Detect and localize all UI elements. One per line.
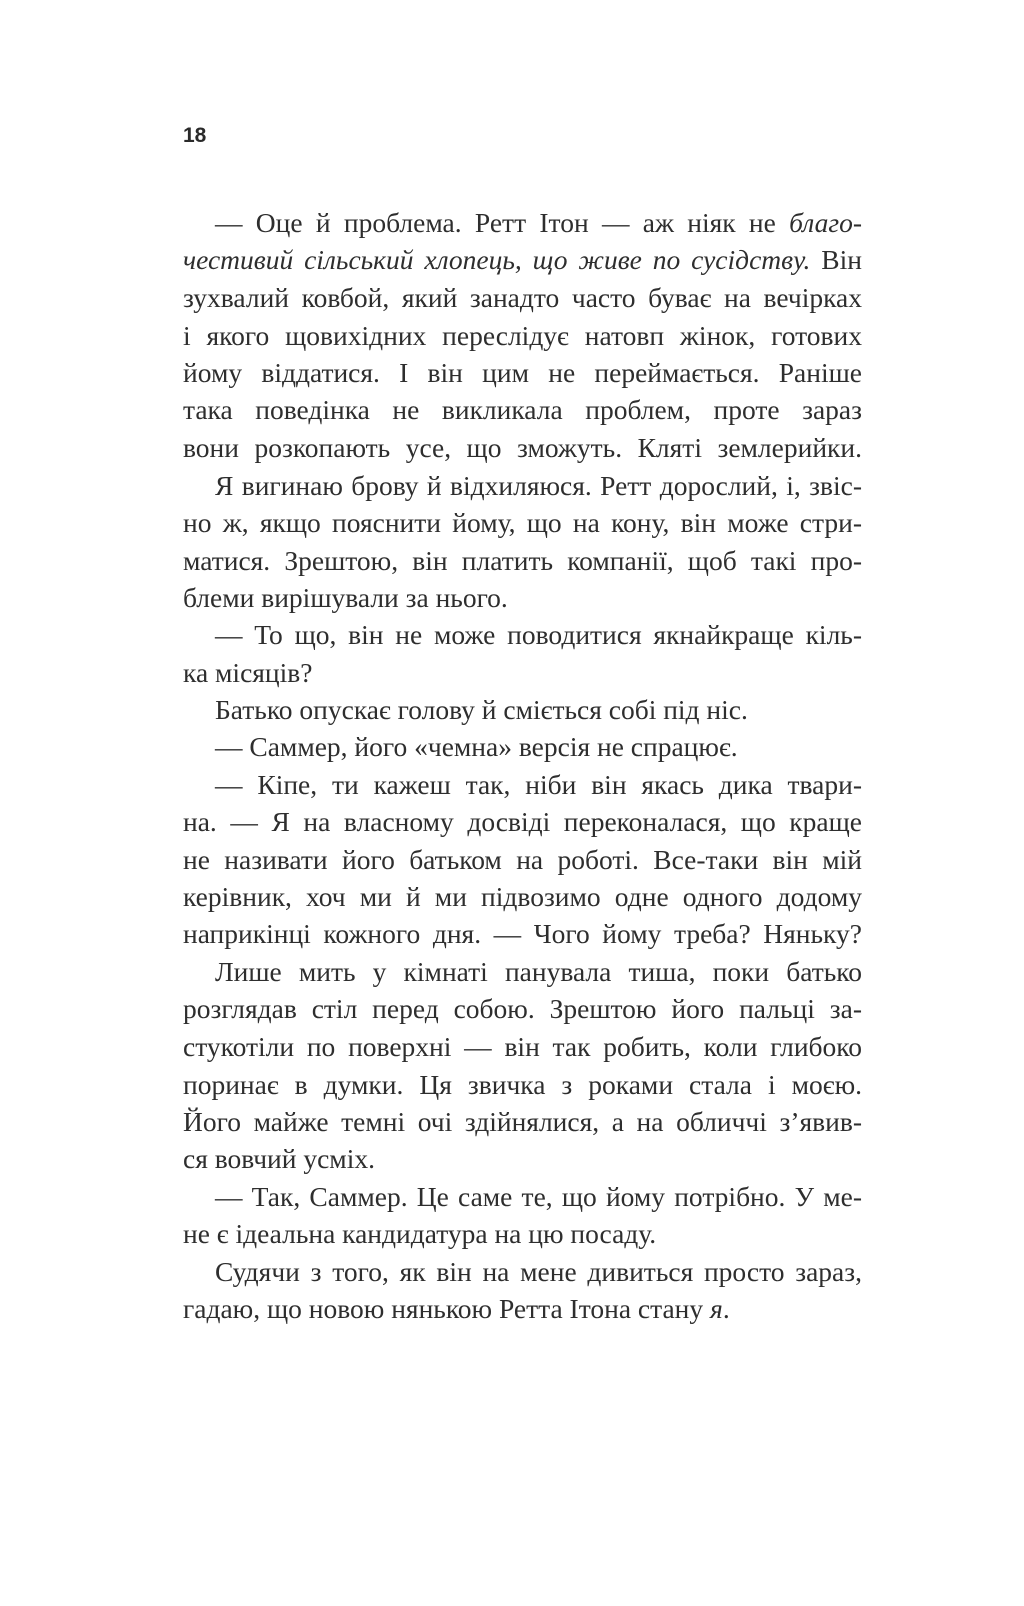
text-line xyxy=(183,1217,862,1251)
text-line xyxy=(183,356,862,390)
text-segment: Лише мить у кімнаті панувала тиша, поки батько xyxy=(215,956,862,987)
text-line xyxy=(215,693,862,727)
text-line xyxy=(215,469,862,503)
text-line xyxy=(183,431,862,465)
text-segment: Судячи з того, як він на мене дивиться просто зараз, xyxy=(215,1256,862,1287)
text-line xyxy=(183,656,862,690)
text-line xyxy=(215,1255,862,1289)
text-segment: така поведінка не викликала проблем, проте зараз xyxy=(183,394,862,425)
text-segment: поринає в думки. Ця звичка з роками стала і моєю. xyxy=(183,1069,862,1100)
text-line xyxy=(183,1068,862,1102)
text-segment: наприкінці кожного дня. — Чого йому треба? Няньку? xyxy=(183,918,862,949)
text-segment: йому віддатися. І він цим не переймається. Раніше xyxy=(183,357,862,388)
text-segment: і якого щовихідних переслідує натовп жінок, готових xyxy=(183,320,862,351)
text-line xyxy=(183,1292,862,1326)
text-segment: Я вигинаю брову й відхиляюся. Ретт дорослий, і, звіс- xyxy=(215,470,862,501)
text-line xyxy=(183,992,862,1026)
text-segment: . xyxy=(722,1293,730,1324)
text-segment: керівник, хоч ми й ми підвозимо одне одного додому xyxy=(183,881,862,912)
text-segment: блеми вирішували за нього. xyxy=(183,582,508,613)
italic-text: благо- xyxy=(789,207,862,238)
text-line xyxy=(183,880,862,914)
text-segment: — Саммер, його «чемна» версія не спрацює. xyxy=(215,731,738,762)
text-line xyxy=(183,506,862,540)
page-number: 18 xyxy=(183,124,207,147)
text-segment: ся вовчий усміх. xyxy=(183,1143,375,1174)
text-line xyxy=(183,281,862,315)
text-line xyxy=(183,393,862,427)
italic-text: я xyxy=(710,1293,723,1324)
text-line xyxy=(215,206,862,240)
text-line xyxy=(183,544,862,578)
text-line xyxy=(183,917,862,951)
text-line xyxy=(183,1105,862,1139)
text-segment: гадаю, що новою нянькою Ретта Ітона стану xyxy=(183,1293,711,1324)
text-segment: ка місяців? xyxy=(183,657,313,688)
text-segment: вони розкопають усе, що зможуть. Кляті землерийки. xyxy=(183,432,862,463)
text-line xyxy=(215,768,862,802)
text-segment: — Оце й проблема. Ретт Ітон — аж ніяк не xyxy=(215,207,790,238)
text-segment: но ж, якщо пояснити йому, що на кону, він може стри- xyxy=(183,507,862,538)
text-segment: на. — Я на власному досвіді переконалася, що краще xyxy=(183,806,862,837)
text-segment: зухвалий ковбой, який занадто часто буває на вечірках xyxy=(183,282,862,313)
text-line xyxy=(183,581,862,615)
text-segment: не називати його батьком на роботі. Все-таки він мій xyxy=(183,844,862,875)
text-line xyxy=(215,955,862,989)
italic-text: честивий сільський хлопець, що живе по сусідству. xyxy=(183,244,811,275)
text-segment: не є ідеальна кандидатура на цю посаду. xyxy=(183,1218,657,1249)
text-line xyxy=(215,730,862,764)
text-line xyxy=(183,1142,862,1176)
text-segment: — То що, він не може поводитися якнайкраще кіль- xyxy=(215,619,862,650)
text-segment: — Кіпе, ти кажеш так, ніби він якась дика твари- xyxy=(215,769,862,800)
text-line xyxy=(215,618,862,652)
text-line xyxy=(183,1030,862,1064)
text-segment: Його майже темні очі здійнялися, а на обличчі з’явив- xyxy=(183,1106,862,1137)
text-segment: розглядав стіл перед собою. Зрештою його пальці за- xyxy=(183,993,862,1024)
text-line xyxy=(183,843,862,877)
text-line xyxy=(183,805,862,839)
text-segment: Він xyxy=(810,244,862,275)
text-line xyxy=(183,243,862,277)
text-segment: Батько опускає голову й сміється собі під ніс. xyxy=(215,694,748,725)
text-segment: стукотіли по поверхні — він так робить, коли глибоко xyxy=(183,1031,862,1062)
text-line xyxy=(215,1180,862,1214)
text-segment: — Так, Саммер. Це саме те, що йому потрібно. У ме- xyxy=(215,1181,862,1212)
text-line xyxy=(183,319,862,353)
text-segment: матися. Зрештою, він платить компанії, щоб такі про- xyxy=(183,545,862,576)
